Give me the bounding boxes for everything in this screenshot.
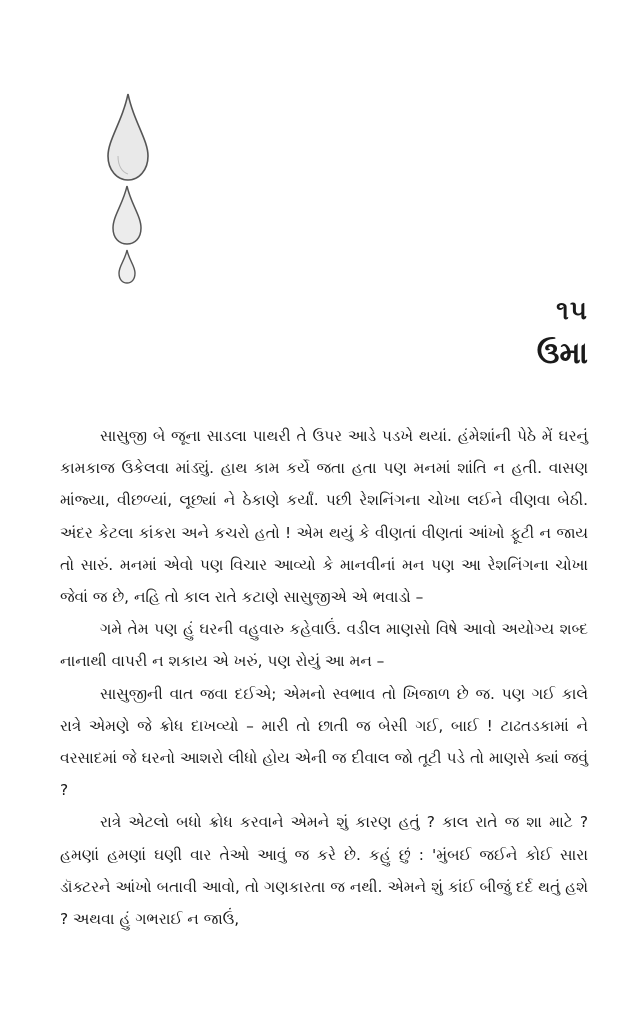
chapter-body (60, 420, 588, 935)
chapter-ornament (100, 92, 160, 292)
paragraph: રાત્રે એટલો બધો ક્રોધ કરવાને એમને શું કારણ હતું ? કાલ રાતે જ શા માટે ? હમણાં હમણાં ઘણી વાર તેઓ આવું જ કરે છે. કહું છું : 'મુંબઈ જઈને કોઈ સારા ડૉક્ટરને આંખો બતાવી આવો, તો ગણકારતા જ નથી. એમને શું કાંઈ બીજું દર્દ થતું હશે ? અથવા હું ગભરાઈ ન જાઉં, (60, 813, 588, 929)
teardrop-icon (100, 92, 160, 292)
paragraph: સાસુજી બે જૂના સાડલા પાથરી તે ઉપર આડે પડખે થયાં. હંમેશાંની પેઠે મેં ઘરનું કામકાજ ઉકેલવા માંડ્યું. હાથ કામ કર્યે જતા હતા પણ મનમાં શાંતિ ન હતી. વાસણ માંજ્યા, વીછળ્યાં, લૂછ્યાં ને ઠેકાણે કર્યાં. પછી રેશનિંગના ચોખા લઈને વીણવા બેઠી. અંદર કેટલા કાંકરા અને કચરો હતો ! એમ થયું કે વીણતાં વીણતાં આંખો ફૂટી ન જાય તો સારું. મનમાં એવો પણ વિચાર આવ્યો કે માનવીનાં મન પણ આ રેશનિંગના ચોખા જેવાં જ છે, નહિ તો કાલ રાતે કટાણે સાસુજીએ એ ભવાડો – (60, 427, 588, 607)
chapter-title: ઉમા (536, 336, 588, 371)
paragraph: ગમે તેમ પણ હું ઘરની વહુવારુ કહેવાઉં. વડીલ માણસો વિષે આવો અયોગ્ય શબ્દ નાનાથી વાપરી ન શકાય એ ખરું, પણ રોયું આ મન – (60, 620, 588, 671)
chapter-number: ૧૫ (556, 296, 588, 326)
paragraph: સાસુજીની વાત જવા દઈએ; એમનો સ્વભાવ તો ખિજાળ છે જ. પણ ગઈ કાલે રાત્રે એમણે જે ક્રોધ દાખવ્યો – મારી તો છાતી જ બેસી ગઈ, બાઈ ! ટાઢતડકામાં ને વરસાદમાં જે ઘરનો આશરો લીધો હોય એની જ દીવાલ જો તૂટી પડે તો માણસે ક્યાં જવું ? (60, 684, 588, 800)
